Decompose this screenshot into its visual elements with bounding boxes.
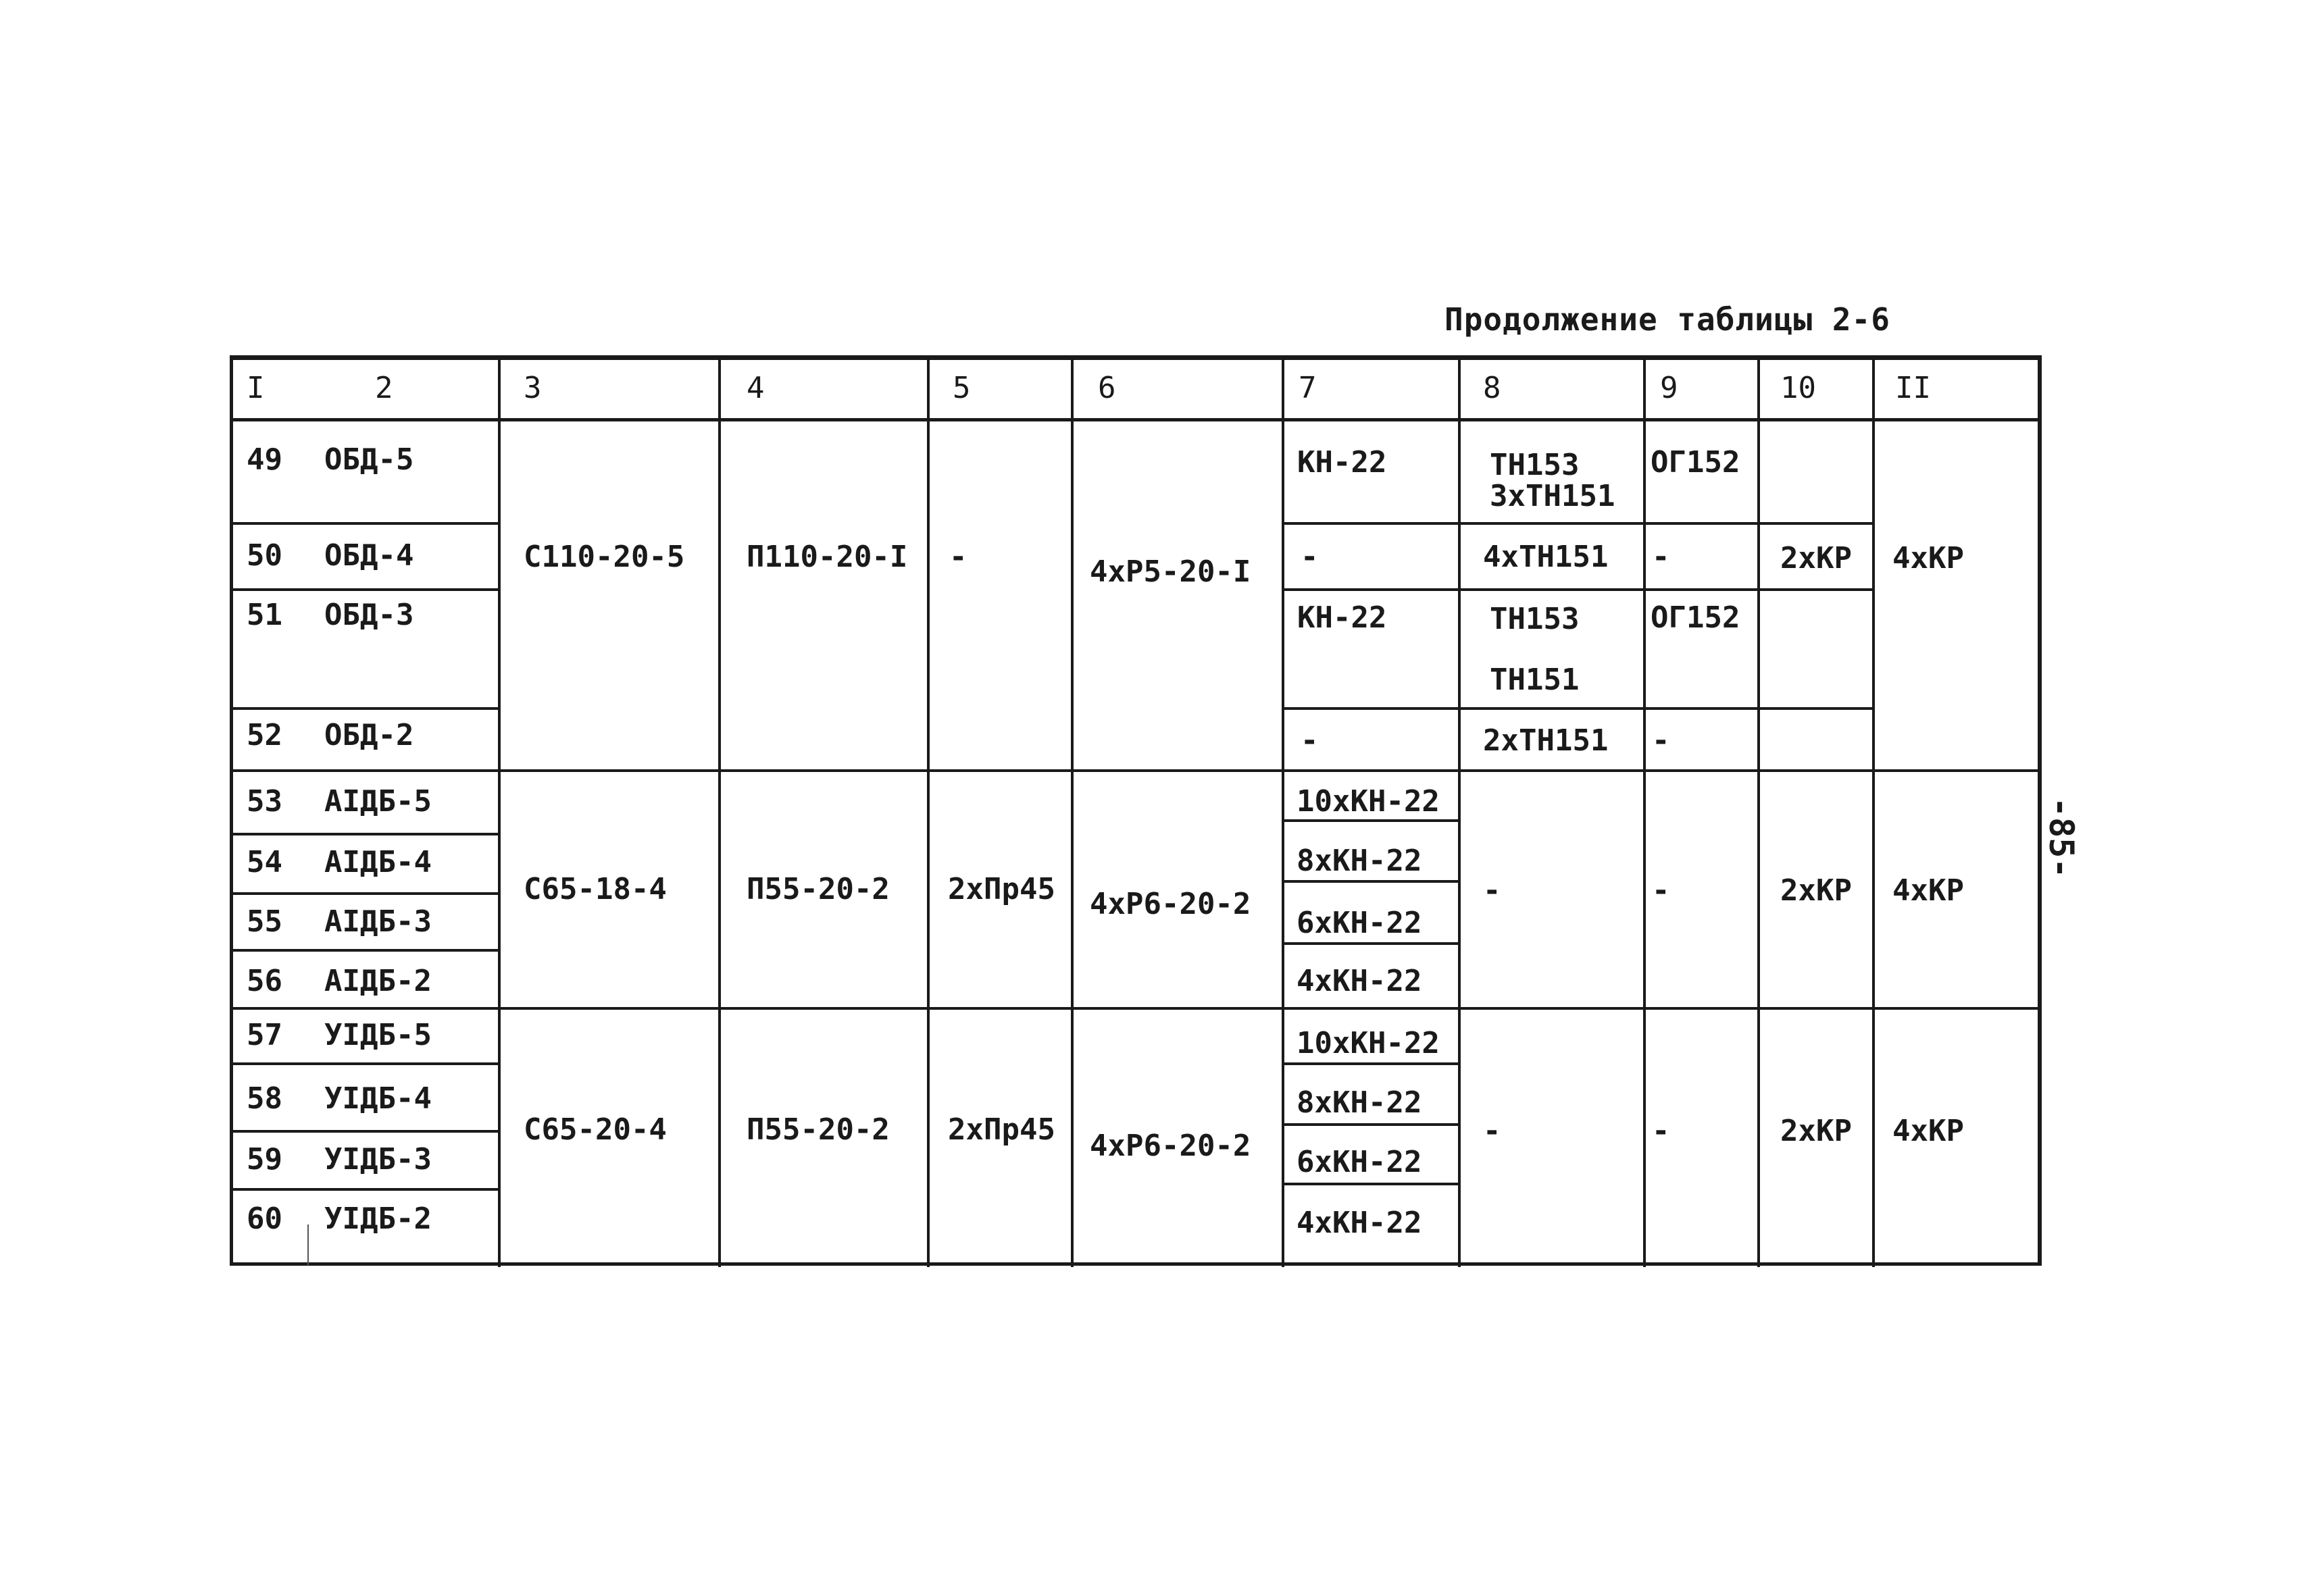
row-divider — [1282, 522, 1875, 525]
group1-col7: КН-22 — [1297, 445, 1387, 480]
group1-col9: ОГ152 — [1651, 445, 1740, 480]
group1-col11: 4хКР — [1892, 541, 1964, 575]
group3-col3: С65-20-4 — [524, 1112, 667, 1147]
col-divider — [1071, 360, 1074, 1267]
row-name: ОБД-4 — [324, 538, 414, 573]
col-divider — [1643, 360, 1646, 1267]
header-cell: 2 — [375, 371, 393, 405]
group3-col11: 4хКР — [1892, 1114, 1964, 1148]
row-divider — [233, 1062, 498, 1065]
row-name: УIДБ-2 — [324, 1202, 432, 1236]
header-cell: I — [247, 371, 265, 405]
row-name: ОБД-3 — [324, 598, 414, 632]
row-divider — [1282, 880, 1461, 883]
group1-col9: - — [1652, 540, 1670, 574]
group2-col10: 2хКР — [1780, 873, 1852, 908]
col-divider — [1757, 360, 1760, 1267]
group2-col6: 4хР6-20-2 — [1090, 887, 1251, 921]
row-number: 54 — [247, 845, 282, 879]
group1-col8: 3хТН151 — [1490, 479, 1615, 513]
header-cell: 3 — [524, 371, 542, 405]
row-divider — [1282, 819, 1461, 822]
group2-col9: - — [1652, 873, 1670, 908]
row-divider — [233, 707, 498, 710]
header-cell: 6 — [1098, 371, 1116, 405]
row-divider — [1282, 942, 1461, 945]
col-divider — [498, 360, 501, 1267]
row-number: 60 — [247, 1202, 282, 1236]
row-divider — [233, 833, 498, 835]
col-divider — [1458, 360, 1461, 1267]
group2-col11: 4хКР — [1892, 873, 1964, 908]
group1-col7: КН-22 — [1297, 600, 1387, 635]
group1-col3: С110-20-5 — [524, 540, 685, 574]
group3-col7: 6хКН-22 — [1297, 1145, 1422, 1179]
row-name: УIДБ-5 — [324, 1018, 432, 1052]
row-divider — [1282, 1183, 1461, 1185]
group2-col4: П55-20-2 — [747, 872, 890, 906]
row-number: 58 — [247, 1081, 282, 1116]
group2-col8: - — [1483, 873, 1501, 908]
table-caption: Продолжение таблицы 2-6 — [1444, 301, 1890, 338]
group1-col6: 4хР5-20-I — [1090, 555, 1251, 589]
row-name: АIДБ-5 — [324, 784, 432, 819]
row-name: УIДБ-4 — [324, 1081, 432, 1116]
col-divider — [718, 360, 721, 1267]
row-name: АIДБ-2 — [324, 964, 432, 998]
group1-col4: П110-20-I — [747, 540, 908, 574]
group1-col8: ТН151 — [1490, 663, 1580, 697]
group3-col6: 4хР6-20-2 — [1090, 1129, 1251, 1163]
row-number: 49 — [247, 442, 282, 477]
row-name: ОБД-2 — [324, 718, 414, 752]
col-divider — [1872, 360, 1875, 1267]
row-number: 55 — [247, 904, 282, 939]
row-name: УIДБ-3 — [324, 1142, 432, 1177]
col-divider — [927, 360, 930, 1267]
header-cell: 5 — [953, 371, 971, 405]
row-divider — [1282, 588, 1875, 591]
header-cell: 4 — [747, 371, 765, 405]
group1-col8: 4хТН151 — [1483, 540, 1609, 574]
row-number: 51 — [247, 598, 282, 632]
row-divider — [233, 588, 498, 591]
group3-col10: 2хКР — [1780, 1114, 1852, 1148]
row-number: 59 — [247, 1142, 282, 1177]
row-number: 56 — [247, 964, 282, 998]
row-number: 53 — [247, 784, 282, 819]
header-cell: 7 — [1299, 371, 1317, 405]
group1-col9: ОГ152 — [1651, 600, 1740, 635]
group2-col3: С65-18-4 — [524, 872, 667, 906]
row-divider — [1282, 707, 1875, 710]
group-divider — [233, 769, 2041, 772]
header-cell: 8 — [1483, 371, 1501, 405]
group2-col5: 2хПр45 — [948, 872, 1055, 906]
spec-table — [230, 355, 2042, 1266]
group1-col8: ТН153 — [1490, 602, 1580, 636]
group1-col7: - — [1301, 540, 1319, 574]
page-number: -85- — [2042, 797, 2081, 879]
group1-col8: ТН153 — [1490, 448, 1580, 482]
row-divider — [233, 949, 498, 952]
group1-col7: - — [1301, 723, 1319, 758]
row-number: 50 — [247, 538, 282, 573]
group3-col8: - — [1483, 1114, 1501, 1148]
row-name: ОБД-5 — [324, 442, 414, 477]
group-divider — [233, 1007, 2041, 1010]
group3-col5: 2хПр45 — [948, 1112, 1055, 1147]
group1-col10: 2хКР — [1780, 541, 1852, 575]
group2-col7: 4хКН-22 — [1297, 964, 1422, 998]
row-divider — [233, 1188, 498, 1191]
group3-col7: 4хКН-22 — [1297, 1206, 1422, 1240]
row-number: 57 — [247, 1018, 282, 1052]
group1-col9: - — [1652, 723, 1670, 758]
header-cell: 9 — [1660, 371, 1678, 405]
group3-col4: П55-20-2 — [747, 1112, 890, 1147]
group1-col5: - — [949, 540, 967, 574]
row-divider — [233, 522, 498, 525]
header-cell: II — [1895, 371, 1931, 405]
row-divider — [1282, 1123, 1461, 1126]
row-name: АIДБ-3 — [324, 904, 432, 939]
col-divider-faint — [307, 1225, 309, 1265]
group1-col8: 2хТН151 — [1483, 723, 1609, 758]
group3-col7: 8хКН-22 — [1297, 1085, 1422, 1120]
row-number: 52 — [247, 718, 282, 752]
row-divider — [233, 892, 498, 895]
col-divider — [1282, 360, 1284, 1267]
group3-col7: 10хКН-22 — [1297, 1026, 1440, 1060]
row-name: АIДБ-4 — [324, 845, 432, 879]
group2-col7: 10хКН-22 — [1297, 784, 1440, 819]
group3-col9: - — [1652, 1114, 1670, 1148]
group2-col7: 6хКН-22 — [1297, 906, 1422, 940]
header-cell: 10 — [1780, 371, 1816, 405]
row-divider — [1282, 1062, 1461, 1065]
header-divider — [233, 418, 2041, 421]
group2-col7: 8хКН-22 — [1297, 844, 1422, 878]
row-divider — [233, 1130, 498, 1133]
